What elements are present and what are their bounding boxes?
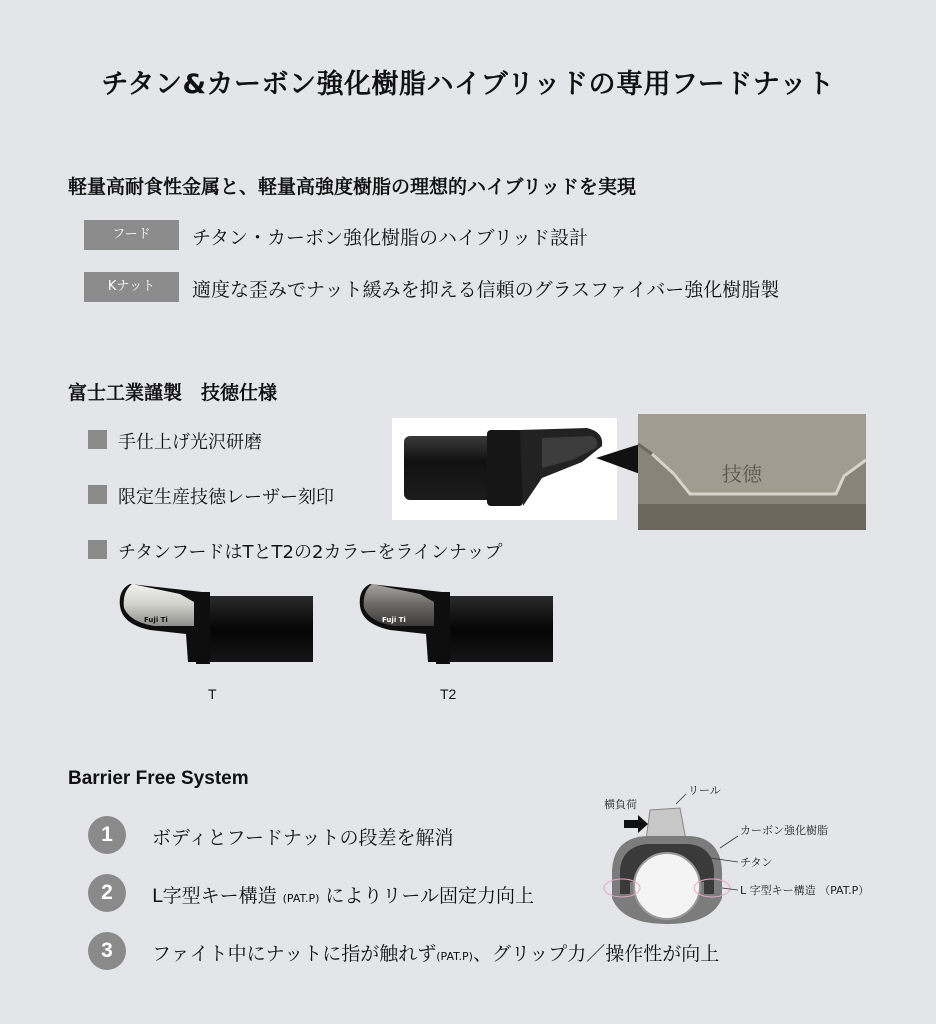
variant-t-label: T: [208, 686, 217, 702]
knut-description: 適度な歪みでナット緩みを抑える信頼のグラスファイバー強化樹脂製: [192, 279, 780, 301]
tag-hood: フード: [84, 220, 179, 250]
step-2-main: L字型キー構造: [152, 885, 277, 907]
bullet-polishing: 手仕上げ光沢研磨: [118, 432, 262, 453]
product-t-image: [110, 578, 315, 664]
pointer-triangle-icon: [596, 444, 640, 474]
step-2-after: によりリール固定力向上: [325, 885, 535, 907]
label-titanium: チタン: [740, 856, 773, 869]
label-lkey: L 字型キー構造 （PAT.P）: [740, 884, 870, 897]
bullet-square-icon: [88, 430, 107, 449]
hybrid-heading: 軽量高耐食性金属と、軽量高強度樹脂の理想的ハイブリッドを実現: [68, 176, 636, 198]
tag-knut: Kナット: [84, 272, 179, 302]
engraving-text: 技徳: [722, 462, 762, 486]
product-t2-image: [350, 578, 555, 664]
bullet-color-lineup: チタンフードはTとT2の2カラーをラインナップ: [118, 542, 503, 563]
cross-section-diagram: [590, 778, 880, 938]
page-title: チタン&カーボン強化樹脂ハイブリッドの専用フードナット: [101, 69, 835, 100]
barrier-free-heading: Barrier Free System: [68, 768, 249, 789]
label-reel: リール: [688, 784, 721, 797]
bullet-square-icon: [88, 485, 107, 504]
step-2-text: [152, 881, 534, 908]
product-t2-logo: Fuji Ti: [382, 616, 406, 624]
step-1-text: ボディとフードナットの段差を解消: [152, 827, 454, 849]
nut-photo: [392, 418, 617, 520]
engraving-closeup-photo: [638, 414, 866, 530]
step-number-3: 3: [88, 932, 126, 970]
step-3-after: 、グリップ力／操作性が向上: [472, 943, 720, 965]
product-t-logo: Fuji Ti: [144, 616, 168, 624]
variant-t2-label: T2: [440, 686, 457, 702]
label-carbon: カーボン強化樹脂: [740, 824, 828, 837]
step-2-patent: (PAT.P): [282, 892, 320, 905]
step-3-text: [152, 939, 719, 966]
step-3-patent: (PAT.P): [436, 950, 473, 963]
bullet-square-icon: [88, 540, 107, 559]
bullet-laser-engraving: 限定生産技徳レーザー刻印: [118, 487, 334, 508]
step-number-1: 1: [88, 816, 126, 854]
label-lateral-load: 横負荷: [604, 798, 637, 811]
step-number-2: 2: [88, 874, 126, 912]
fuji-heading: 富士工業謹製 技徳仕様: [68, 382, 278, 404]
step-3-main: ファイト中にナットに指が触れず: [152, 943, 437, 965]
hood-description: チタン・カーボン強化樹脂のハイブリッド設計: [192, 227, 588, 249]
